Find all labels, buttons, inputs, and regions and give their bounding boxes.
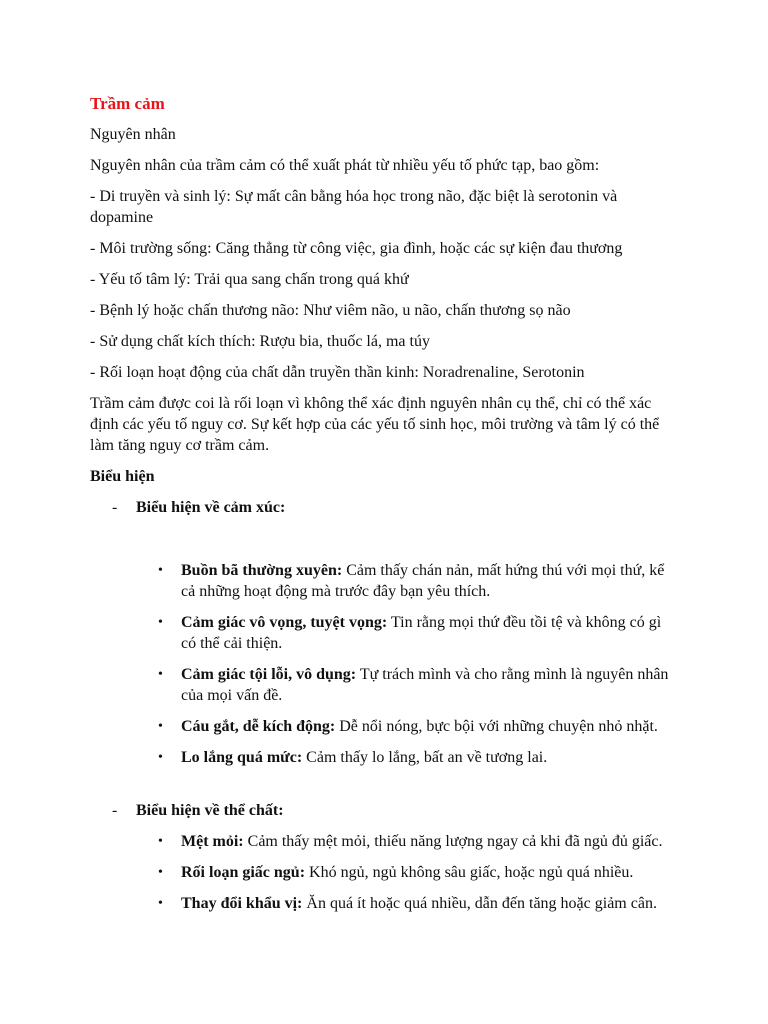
bullet-icon: • [158,834,163,849]
document-title: Trầm cảm [90,94,165,113]
physical-heading-text: Biểu hiện về thể chất: [136,802,284,819]
item-term: Rối loạn giấc ngủ: [181,864,306,881]
item-term: Thay đổi khẩu vị: [181,895,303,912]
section-heading-causes: Nguyên nhân [90,126,176,143]
bullet-icon: • [158,563,163,578]
emotional-list [90,560,678,768]
item-term: Lo lắng quá mức: [181,749,303,766]
item-desc: Dễ nổi nóng, bực bội với những chuyện nhỏ nhặt. [335,718,658,735]
list-item [90,831,678,852]
spacer [90,778,678,800]
physical-heading [90,800,678,821]
list-item [90,716,678,737]
cause-item: - Rối loạn hoạt động của chất dẫn truyền thần kinh: Noradrenaline, Serotonin [90,364,585,381]
dash-marker: - [112,499,118,516]
list-item [90,862,678,883]
list-item [90,560,678,602]
emotional-heading-text: Biểu hiện về cảm xúc: [136,499,286,516]
section-heading-symptoms: Biểu hiện [90,468,155,485]
bullet-icon: • [158,615,163,630]
cause-item: - Di truyền và sinh lý: Sự mất cân bằng hóa học trong não, đặc biệt là serotonin và dopamine [90,188,618,226]
list-item [90,664,678,706]
cause-item: - Sử dụng chất kích thích: Rượu bia, thuốc lá, ma túy [90,333,430,350]
item-term: Cảm giác tội lỗi, vô dụng: [181,666,357,683]
document-body [90,93,678,924]
item-term: Buồn bã thường xuyên: [181,562,343,579]
item-desc: Cảm thấy chán nản, mất hứng thú với mọi thứ, kể cả những hoạt động mà trước đây bạn yêu thích. [181,562,665,600]
list-item [90,747,678,768]
bullet-icon: • [158,719,163,734]
dash-marker: - [112,802,118,819]
emotional-heading [90,497,678,518]
physical-list [90,831,678,914]
causes-summary: Trầm cảm được coi là rối loạn vì không thể xác định nguyên nhân cụ thể, chỉ có thể xác định các yếu tố nguy cơ. Sự kết hợp của các yếu tố sinh học, môi trường và tâm lý có thể làm tăng nguy cơ trầm cảm. [90,395,660,454]
bullet-icon: • [158,667,163,682]
item-term: Cảm giác vô vọng, tuyệt vọng: [181,614,388,631]
list-item [90,612,678,654]
bullet-icon: • [158,896,163,911]
item-term: Cáu gắt, dễ kích động: [181,718,336,735]
cause-item: - Yếu tố tâm lý: Trải qua sang chấn trong quá khứ [90,271,409,288]
item-desc: Cảm thấy lo lắng, bất an về tương lai. [302,749,548,766]
cause-item: - Bệnh lý hoặc chấn thương não: Như viêm não, u não, chấn thương sọ não [90,302,571,319]
bullet-icon: • [158,750,163,765]
bullet-icon: • [158,865,163,880]
causes-intro: Nguyên nhân của trầm cảm có thể xuất phát từ nhiều yếu tố phức tạp, bao gồm: [90,157,600,174]
spacer [90,528,678,560]
item-term: Mệt mỏi: [181,833,244,850]
item-desc: Tin rằng mọi thứ đều tồi tệ và không có gì có thể cải thiện. [181,614,662,652]
item-desc: Tự trách mình và cho rằng mình là nguyên nhân của mọi vấn đề. [181,666,669,704]
item-desc: Ăn quá ít hoặc quá nhiều, dẫn đến tăng hoặc giảm cân. [302,895,657,912]
cause-item: - Môi trường sống: Căng thẳng từ công việc, gia đình, hoặc các sự kiện đau thương [90,240,623,257]
item-desc: Khó ngủ, ngủ không sâu giấc, hoặc ngủ quá nhiều. [305,864,634,881]
list-item [90,893,678,914]
item-desc: Cảm thấy mệt mỏi, thiếu năng lượng ngay cả khi đã ngủ đủ giấc. [243,833,663,850]
